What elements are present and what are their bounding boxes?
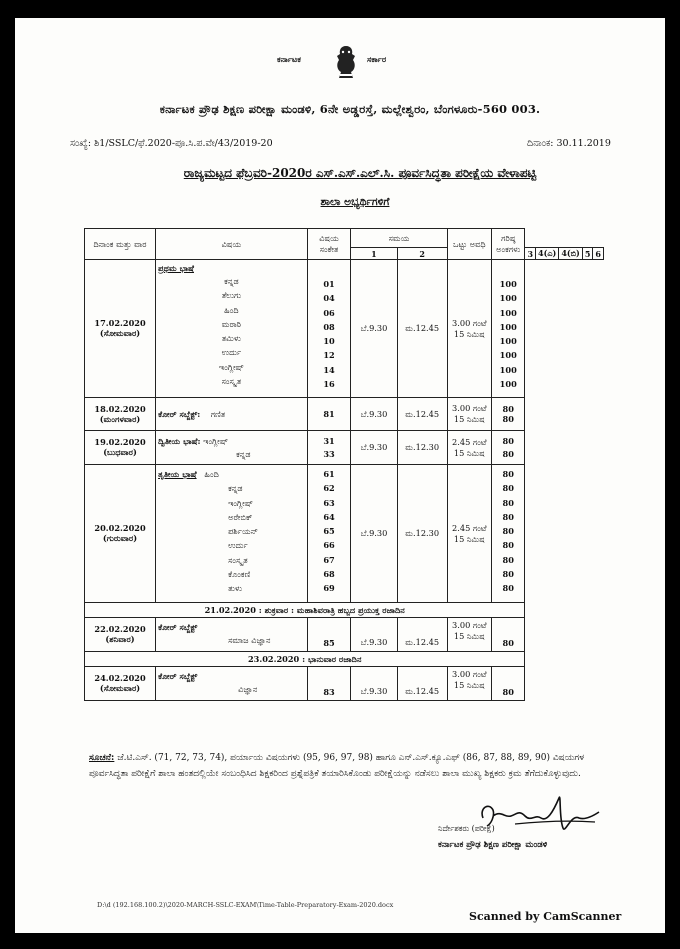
subject-code: 33 <box>323 448 335 459</box>
max-marks: 80 <box>502 448 514 459</box>
exam-date: 20.02.2020 <box>94 523 146 533</box>
table-row <box>85 465 604 603</box>
gov-label-left: ಕರ್ನಾಟಕ <box>277 54 301 64</box>
table-row <box>85 618 604 652</box>
holiday-text: 23.02.2020 : ಭಾನುವಾರ ರಜಾದಿನ <box>85 652 525 667</box>
max-marks: 80 <box>502 435 514 446</box>
exam-date: 17.02.2020 <box>94 318 146 328</box>
exam-day: (ಗುರುವಾರ) <box>102 533 138 543</box>
subject-name: ತೆಲುಗು <box>221 290 242 301</box>
exam-day: (ಸೋಮವಾರ) <box>99 683 141 693</box>
exam-date: 18.02.2020 <box>94 403 146 414</box>
subject-code: 06 <box>323 307 335 318</box>
end-time: ಮ.12.30 <box>397 465 447 603</box>
duration: 3.00 ಗಂಟೆ <box>452 669 487 679</box>
subject-name: ಹಿಂದಿ <box>224 304 239 315</box>
subject-code: 85 <box>307 618 351 652</box>
subject-name: ವಿಜ್ಞಾನ <box>238 684 258 694</box>
subject-code: 04 <box>323 293 335 304</box>
header-subject: ವಿಷಯ <box>156 229 308 260</box>
subject-code: 67 <box>323 554 335 565</box>
end-time: ಮ.12.30 <box>397 431 447 465</box>
document-date: ದಿನಾಂಕ: 30.11.2019 <box>527 138 611 149</box>
holiday-row <box>85 603 604 618</box>
exam-day: (ಬುಧವಾರ) <box>103 447 137 457</box>
max-marks: 80 <box>502 414 514 424</box>
start-time: ಬೆ.9.30 <box>351 465 397 603</box>
header-time: ಸಮಯ <box>351 229 447 248</box>
subject-group-label: ದ್ವಿತೀಯ ಭಾಷೆ: <box>158 435 201 446</box>
header-code: ವಿಷಯ ಸಂಕೇತ <box>307 229 351 260</box>
start-time: ಬೆ.9.30 <box>351 431 397 465</box>
gov-label-right: ಸರ್ಕಾರ <box>367 54 387 64</box>
max-marks: 100 <box>499 321 517 332</box>
subject-group-label: ಕೋರ್ ಸಬ್ಜೆಕ್ಟ್ <box>158 622 198 632</box>
duration: 3.00 ಗಂಟೆ <box>452 317 487 328</box>
subject-code: 12 <box>323 350 335 361</box>
max-marks: 100 <box>499 293 517 304</box>
subject-group-label: ಕೋರ್ ಸಬ್ಜೆಕ್ಟ್ <box>158 671 198 681</box>
subject-name: ತುಳು <box>228 583 243 594</box>
subject-name: ಕನ್ನಡ <box>224 276 239 286</box>
subject-code: 68 <box>323 569 335 580</box>
duration: 3.00 ಗಂಟೆ <box>452 620 487 630</box>
end-time: ಮ.12.45 <box>397 260 447 398</box>
start-time: ಬೆ.9.30 <box>351 398 397 431</box>
table-row <box>85 260 604 398</box>
end-time: ಮ.12.45 <box>397 398 447 431</box>
subject-name: ಅರೇಬಿಕ್ <box>228 511 253 522</box>
max-marks: 80 <box>491 618 524 652</box>
max-marks: 100 <box>499 350 517 361</box>
subject-name: ತಮಿಳು <box>221 333 242 344</box>
exam-day: (ಶನಿವಾರ) <box>105 634 135 644</box>
exam-day: (ಸೋಮವಾರ) <box>99 328 141 338</box>
subject-name: ಉರ್ದು <box>221 347 242 358</box>
subject-name: ಮರಾಠಿ <box>221 318 242 329</box>
subject-name: ಗಣಿತ <box>210 408 226 419</box>
subject-code: 01 <box>323 279 335 289</box>
note-label: ಸೂಚನೆ: <box>89 753 115 763</box>
max-marks: 80 <box>491 667 524 701</box>
timetable <box>84 228 604 701</box>
start-time: ಬೆ.9.30 <box>351 667 397 701</box>
subject-name: ಉರ್ದು <box>228 540 248 551</box>
col-number: 3 <box>525 248 536 260</box>
document-page <box>15 18 665 933</box>
exam-date: 24.02.2020 <box>94 673 146 683</box>
subject-name: ಸಂಸ್ಕೃತ <box>221 376 242 387</box>
signature-icon <box>475 788 605 848</box>
subject-name: ಇಂಗ್ಲೀಷ್ <box>228 497 254 508</box>
max-marks: 100 <box>499 307 517 318</box>
note-text: ಜೆ.ಟಿ.ಎಸ್. (71, 72, 73, 74), ಪರ್ಯಾಯ ವಿಷಯಗಳು (95, 96, 97, 98) ಹಾಗೂ ಎನ್.ಎಸ್.ಕ್ಯೂ.ಎಫ್ (86, 87, 88, 89, 90) ವಿಷಯಗಳ ಪೂರ್ವಸಿದ್ಧತಾ ಪರೀಕ್ಷೆಗೆ ಶಾಲಾ ಹಂತದಲ್ಲಿಯೇ ಸಂಬಂಧಿಸಿದ ಶಿಕ್ಷಕರಿಂದ ಪ್ರಶ್ನೆಪತ್ರಿಕೆ ತಯಾರಿಸಿಕೊಂಡು ಪರೀಕ್ಷೆಯನ್ನು ನಡೆಸಲು ಶಾಲಾ ಮುಖ್ಯ ಶಿಕ್ಷಕರು ಕ್ರಮ ತೆಗೆದುಕೊಳ್ಳುವುದು. <box>89 753 585 779</box>
header-time-a: 4(ಎ) <box>536 248 559 260</box>
duration: 2.45 ಗಂಟೆ <box>452 436 487 447</box>
subject-code: 64 <box>323 511 335 522</box>
max-marks: 80 <box>502 554 514 565</box>
subject-name: ಇಂಗ್ಲೀಷ್ <box>218 361 244 372</box>
subject-code: 63 <box>323 497 335 508</box>
col-number: 6 <box>593 248 604 260</box>
end-time: ಮ.12.45 <box>397 667 447 701</box>
start-time: ಬೆ.9.30 <box>351 260 397 398</box>
subject-name: ಕೊಂಕಣಿ <box>228 569 251 580</box>
subject-code: 83 <box>307 667 351 701</box>
max-marks: 80 <box>502 526 514 537</box>
col-number: 5 <box>582 248 593 260</box>
max-marks: 80 <box>502 483 514 494</box>
subject-code: 61 <box>323 469 335 479</box>
signatory-designation: ನಿರ್ದೇಶಕರು (ಪರೀಕ್ಷೆ) <box>438 824 495 833</box>
signatory-office: ಕರ್ನಾಟಕ ಪ್ರೌಢ ಶಿಕ್ಷಣ ಪರೀಕ್ಷಾ ಮಂಡಳಿ <box>438 840 548 850</box>
duration-extra: 15 ನಿಮಿಷ <box>453 680 485 690</box>
duration-extra: 15 ನಿಮಿಷ <box>453 447 485 458</box>
duration: 3.00 ಗಂಟೆ <box>452 403 487 413</box>
exam-date: 19.02.2020 <box>94 437 146 447</box>
subject-name: ಕನ್ನಡ <box>236 448 251 459</box>
col-number: 2 <box>397 248 447 260</box>
exam-day: (ಮಂಗಳವಾರ) <box>99 413 141 424</box>
holiday-text: 21.02.2020 : ಶುಕ್ರವಾರ : ಮಹಾಶಿವರಾತ್ರಿ ಹಬ್ಬದ ಪ್ರಯುಕ್ತ ರಜಾದಿನ <box>85 603 525 618</box>
max-marks: 80 <box>502 404 514 414</box>
file-path: D:\d (192.168.100.2)\2020-MARCH-SSLC-EXAM\Time-Table-Preparatory-Exam-2020.docx <box>97 901 394 909</box>
subject-name: ಹಿಂದಿ <box>204 469 219 479</box>
header-duration: ಒಟ್ಟು ಅವಧಿ <box>447 229 491 260</box>
subject-code: 62 <box>323 483 335 494</box>
subject-code: 69 <box>323 583 335 594</box>
max-marks: 80 <box>502 497 514 508</box>
subject-list <box>158 274 305 388</box>
scanner-watermark: Scanned by CamScanner <box>469 910 622 923</box>
subject-name: ಕನ್ನಡ <box>228 483 243 494</box>
header-time-b: 4(ಬಿ) <box>559 248 583 260</box>
board-address: ಕರ್ನಾಟಕ ಪ್ರೌಢ ಶಿಕ್ಷಣ ಪರೀಕ್ಷಾ ಮಂಡಳಿ, 6ನೇ ಅಡ್ಡರಸ್ತೆ, ಮಲ್ಲೇಶ್ವರಂ, ಬೆಂಗಳೂರು-560 003. <box>159 102 541 116</box>
duration: 2.45 ಗಂಟೆ <box>452 522 487 533</box>
max-marks: 80 <box>502 569 514 580</box>
duration-extra: 15 ನಿಮಿಷ <box>453 533 485 544</box>
subject-name: ಸಂಸ್ಕೃತ <box>228 554 248 565</box>
max-marks: 80 <box>502 540 514 551</box>
subject-name: ಸಮಾಜ ವಿಜ್ಞಾನ <box>228 635 271 645</box>
state-emblem-icon <box>331 44 361 80</box>
col-number: 1 <box>351 248 397 260</box>
duration-extra: 15 ನಿಮಿಷ <box>453 414 485 424</box>
subject-code: 14 <box>323 364 335 375</box>
table-row <box>85 431 604 465</box>
subject-code: 10 <box>323 336 335 347</box>
max-marks: 80 <box>502 469 514 479</box>
subject-code: 65 <box>323 526 335 537</box>
duration-extra: 15 ನಿಮಿಷ <box>453 631 485 641</box>
exam-date: 22.02.2020 <box>94 624 146 634</box>
subject-code: 31 <box>323 435 335 446</box>
max-marks: 80 <box>502 583 514 594</box>
subject-code: 16 <box>323 379 335 390</box>
table-row <box>85 667 604 701</box>
max-marks: 100 <box>499 379 517 390</box>
subject-group-label: ಪ್ರಥಮ ಭಾಷೆ <box>158 263 194 273</box>
max-marks: 100 <box>499 279 517 289</box>
page-title: ರಾಜ್ಯಮಟ್ಟದ ಫೆಬ್ರವರಿ-2020ರ ಎಸ್.ಎಸ್.ಎಲ್.ಸಿ. ಪೂರ್ವಸಿದ್ಧತಾ ಪರೀಕ್ಷೆಯ ವೇಳಾಪಟ್ಟಿ <box>183 166 537 180</box>
reference-number: ಸಂಖ್ಯೆ: ಶಿ1/SSLC/ಫೆ.2020-ಪೂ.ಸಿ.ಪ.ವೇ/43/2019-20 <box>70 138 273 149</box>
header-marks: ಗರಿಷ್ಠ ಅಂಕಗಳು <box>491 229 524 260</box>
header-date-day: ದಿನಾಂಕ ಮತ್ತು ವಾರ <box>85 229 156 260</box>
subject-name: ಪರ್ಶಿಯನ್ <box>228 526 259 537</box>
subject-name: ಇಂಗ್ಲೀಷ್ <box>203 435 229 446</box>
max-marks: 100 <box>499 364 517 375</box>
subject-group-label: ತೃತೀಯ ಭಾಷೆ <box>158 469 197 479</box>
subject-code: 08 <box>323 321 335 332</box>
subject-code: 81 <box>307 398 351 431</box>
note-paragraph <box>89 750 625 782</box>
holiday-row <box>85 652 604 667</box>
max-marks: 100 <box>499 336 517 347</box>
page-subtitle: ಶಾಲಾ ಅಭ್ಯರ್ಥಿಗಳಿಗೆ <box>320 196 390 208</box>
end-time: ಮ.12.45 <box>397 618 447 652</box>
start-time: ಬೆ.9.30 <box>351 618 397 652</box>
subject-group-label: ಕೋರ್ ಸಬ್ಜೆಕ್ಟ್: <box>158 408 201 419</box>
subject-code: 66 <box>323 540 335 551</box>
duration-extra: 15 ನಿಮಿಷ <box>453 328 485 339</box>
max-marks: 80 <box>502 511 514 522</box>
table-row <box>85 398 604 431</box>
